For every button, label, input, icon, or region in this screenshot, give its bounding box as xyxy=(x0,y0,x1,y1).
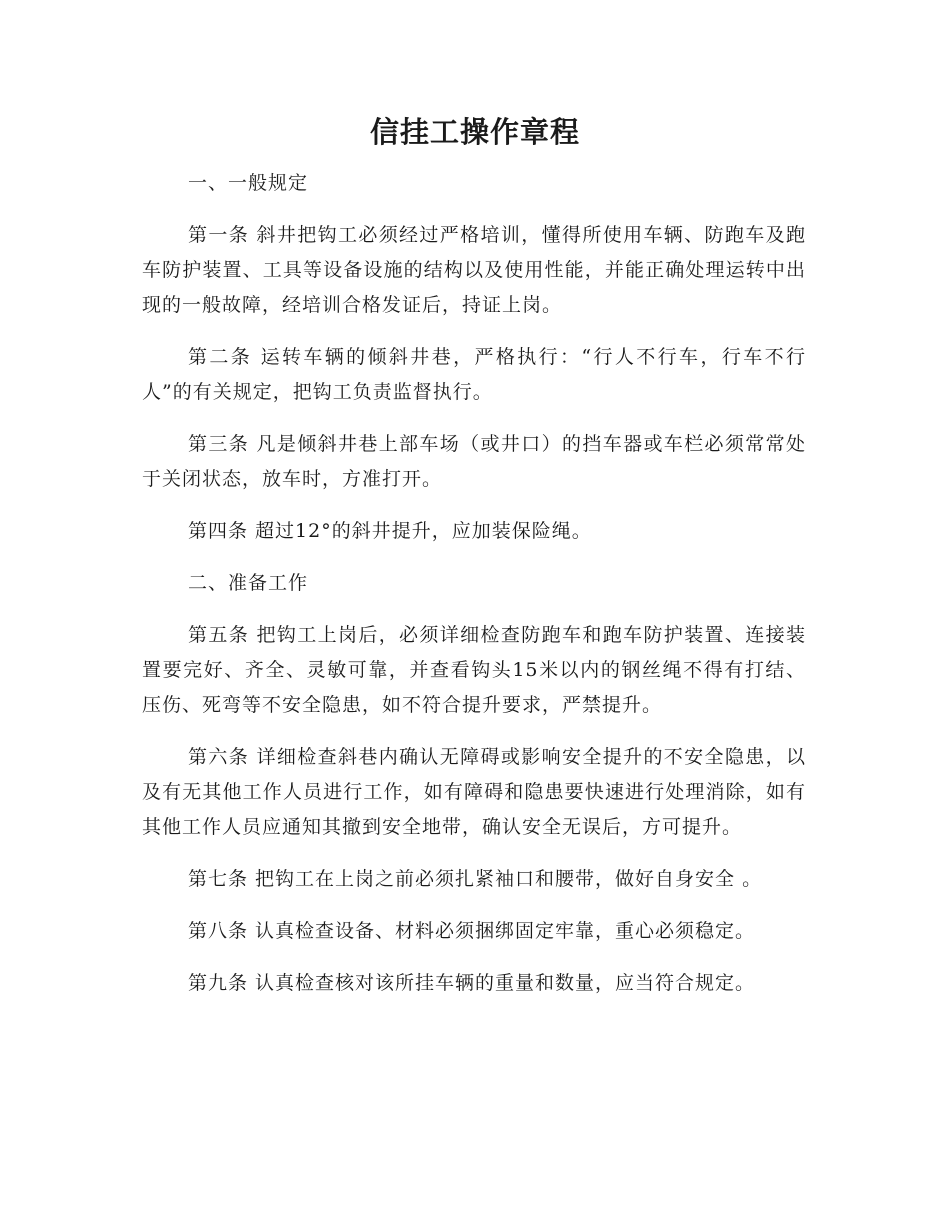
document-title: 信挂工操作章程 xyxy=(369,115,580,149)
document-body xyxy=(142,166,806,1018)
article-3: 第三条 凡是倾斜井巷上部车场（或井口）的挡车器或车栏必须常常处于关闭状态，放车时，方准打开。 xyxy=(142,433,806,490)
article-7: 第七条 把钩工在上岗之前必须扎紧袖口和腰带，做好自身安全 。 xyxy=(188,868,763,890)
article-2: 第二条 运转车辆的倾斜井巷，严格执行：“行人不行车，行车不行人”的有关规定，把钩工负责监督执行。 xyxy=(142,346,806,403)
section-heading-preparation: 二、准备工作 xyxy=(188,572,309,594)
article-6: 第六条 详细检查斜巷内确认无障碍或影响安全提升的不安全隐患，以及有无其他工作人员进行工作，如有障碍和隐患要快速进行处理消除，如有其他工作人员应通知其撤到安全地带，确认安全无误后，方可提升。 xyxy=(142,746,806,838)
article-5: 第五条 把钩工上岗后，必须详细检查防跑车和跑车防护装置、连接装置要完好、齐全、灵敏可靠，并查看钩头15米以内的钢丝绳不得有打结、压伤、死弯等不安全隐患，如不符合提升要求，严禁提升。 xyxy=(142,624,806,716)
article-1: 第一条 斜井把钩工必须经过严格培训，懂得所使用车辆、防跑车及跑车防护装置、工具等设备设施的结构以及使用性能，并能正确处理运转中出现的一般故障，经培训合格发证后，持证上岗。 xyxy=(142,224,806,316)
article-8: 第八条 认真检查设备、材料必须捆绑固定牢靠，重心必须稳定。 xyxy=(188,920,756,942)
article-4: 第四条 超过12°的斜井提升，应加装保险绳。 xyxy=(188,520,592,542)
section-heading-general: 一、一般规定 xyxy=(188,172,309,194)
article-9: 第九条 认真检查核对该所挂车辆的重量和数量，应当符合规定。 xyxy=(188,972,756,994)
